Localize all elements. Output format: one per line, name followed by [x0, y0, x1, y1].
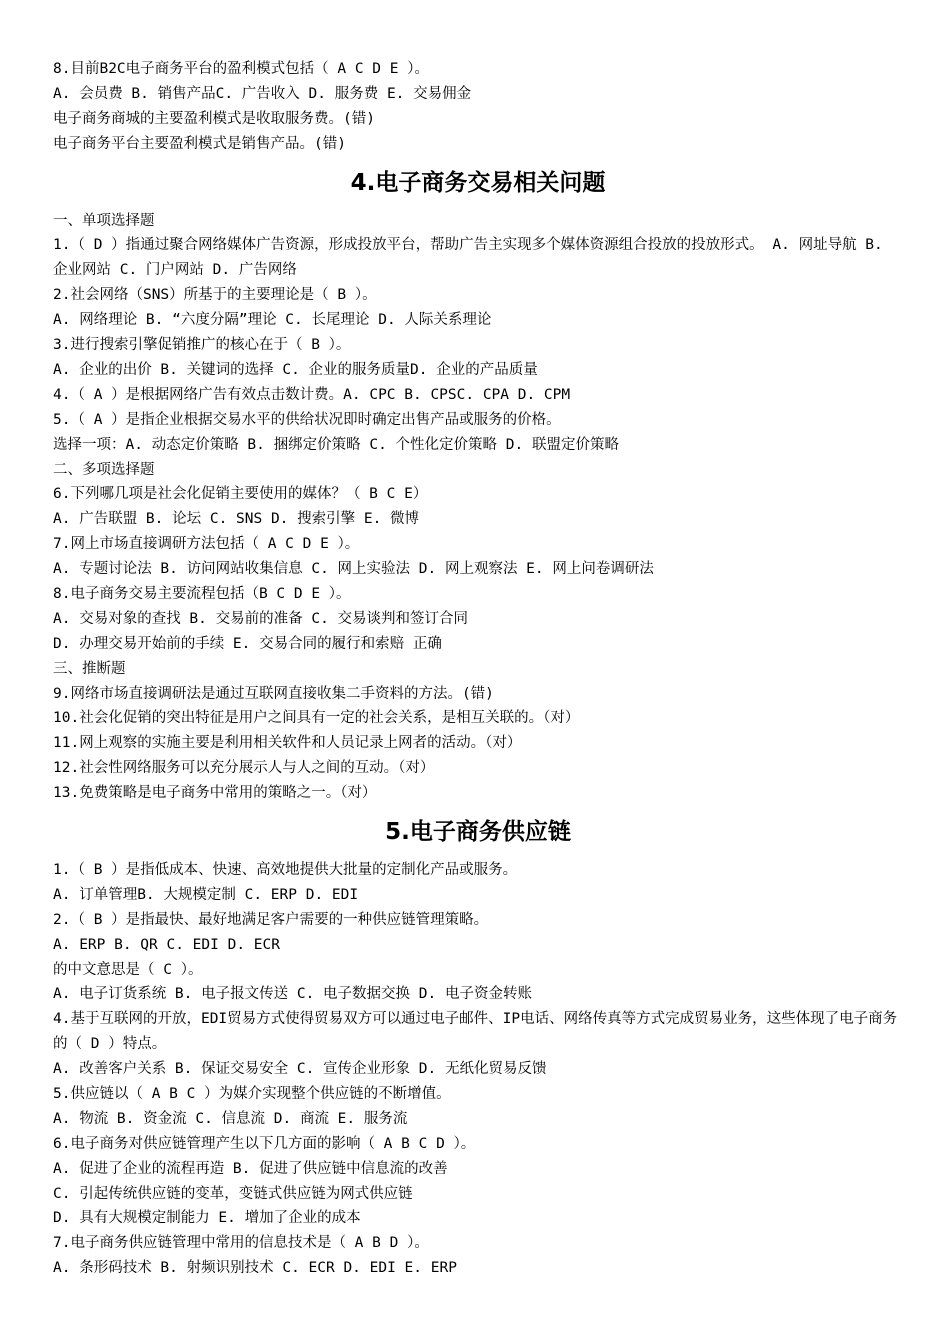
text-line: A. 会员费 B. 销售产品C. 广告收入 D. 服务费 E. 交易佣金: [53, 85, 472, 102]
document-body: [53, 57, 903, 1281]
text-line: 选择一项：A. 动态定价策略 B. 捆绑定价策略 C. 个性化定价策略 D. 联盟定价策略: [53, 436, 619, 453]
text-line: A. 广告联盟 B. 论坛 C. SNS D. 搜索引擎 E. 微博: [53, 511, 420, 528]
text-line: 11.网上观察的实施主要是利用相关软件和人员记录上网者的活动。（对）: [53, 735, 522, 752]
text-line: A. 交易对象的查找 B. 交易前的准备 C. 交易谈判和签订合同: [53, 610, 469, 627]
text-line: A. 电子订货系统 B. 电子报文传送 C. 电子数据交换 D. 电子资金转账: [53, 986, 532, 1003]
text-line: 2.社会网络（SNS）所基于的主要理论是（ B ）。: [53, 287, 377, 304]
text-line: 一、单项选择题: [53, 212, 155, 229]
text-line: 1.（ B ）是指低成本、快速、高效地提供大批量的定制化产品或服务。: [53, 861, 518, 878]
text-line: 二、多项选择题: [53, 461, 155, 478]
text-line: 7.电子商务供应链管理中常用的信息技术是（ A B D ）。: [53, 1235, 429, 1252]
text-line: 8.电子商务交易主要流程包括（B C D E ）。: [53, 585, 351, 602]
text-line: 5.供应链以（ A B C ）为媒介实现整个供应链的不断增值。: [53, 1086, 451, 1103]
text-line: 6.电子商务对供应链管理产生以下几方面的影响（ A B C D ）。: [53, 1135, 476, 1152]
text-line: 的中文意思是（ C ）。: [53, 961, 203, 978]
text-line: 12.社会性网络服务可以充分展示人与人之间的互动。（对）: [53, 760, 435, 777]
text-line: A. 改善客户关系 B. 保证交易安全 C. 宣传企业形象 D. 无纸化贸易反馈: [53, 1061, 547, 1078]
text-line: A. ERP B. QR C. EDI D. ECR: [53, 936, 280, 953]
text-paragraph: 4.基于互联网的开放，EDI贸易方式使得贸易双方可以通过电子邮件、IP电话、网络传真等方式完成贸易业务，这些体现了电子商务的（ D ）特点。: [53, 1011, 898, 1053]
text-paragraph: 1.（ D ）指通过聚合网络媒体广告资源，形成投放平台，帮助广告主实现多个媒体资源组合投放的投放形式。 A. 网址导航 B. 企业网站 C. 门户网站 D. 广告网络: [53, 237, 883, 279]
text-line: 10.社会化促销的突出特征是用户之间具有一定的社会关系，是相互关联的。（对）: [53, 710, 580, 727]
section-heading: 4.电子商务交易相关问题: [350, 169, 606, 196]
text-line: 9.网络市场直接调研法是通过互联网直接收集二手资料的方法。(错): [53, 685, 494, 702]
text-line: 电子商务商城的主要盈利模式是收取服务费。(错): [53, 110, 375, 127]
text-line: D. 具有大规模定制能力 E. 增加了企业的成本: [53, 1210, 361, 1227]
text-line: A. 企业的出价 B. 关键词的选择 C. 企业的服务质量D. 企业的产品质量: [53, 361, 538, 378]
text-line: 3.进行搜索引擎促销推广的核心在于（ B ）。: [53, 337, 351, 354]
text-line: A. 条形码技术 B. 射频识别技术 C. ECR D. EDI E. ERP: [53, 1260, 457, 1277]
text-line: 6.下列哪几项是社会化促销主要使用的媒体？（ B C E）: [53, 486, 428, 503]
text-line: 2.（ B ）是指最快、最好地满足客户需要的一种供应链管理策略。: [53, 911, 489, 928]
text-line: 电子商务平台主要盈利模式是销售产品。(错): [53, 135, 346, 152]
text-line: 4.（ A ）是根据网络广告有效点击数计费。A. CPC B. CPSC. CPA D. CPM: [53, 386, 571, 403]
text-line: D. 办理交易开始前的手续 E. 交易合同的履行和索赔 正确: [53, 635, 442, 652]
text-line: C. 引起传统供应链的变革，变链式供应链为网式供应链: [53, 1185, 413, 1202]
text-line: 5.（ A ）是指企业根据交易水平的供给状况即时确定出售产品或服务的价格。: [53, 411, 561, 428]
section-heading: 5.电子商务供应链: [385, 818, 571, 845]
text-line: A. 促进了企业的流程再造 B. 促进了供应链中信息流的改善: [53, 1160, 448, 1177]
text-line: A. 网络理论 B. “六度分隔”理论 C. 长尾理论 D. 人际关系理论: [53, 312, 492, 329]
text-line: 7.网上市场直接调研方法包括（ A C D E ）。: [53, 536, 360, 553]
text-line: 13.免费策略是电子商务中常用的策略之一。（对）: [53, 785, 377, 802]
text-line: 8.目前B2C电子商务平台的盈利模式包括（ A C D E ）。: [53, 61, 429, 77]
text-line: A. 订单管理B. 大规模定制 C. ERP D. EDI: [53, 886, 359, 903]
text-line: A. 物流 B. 资金流 C. 信息流 D. 商流 E. 服务流: [53, 1110, 408, 1127]
text-line: 三、推断题: [53, 660, 126, 677]
text-line: A. 专题讨论法 B. 访问网站收集信息 C. 网上实验法 D. 网上观察法 E. 网上问卷调研法: [53, 561, 654, 578]
